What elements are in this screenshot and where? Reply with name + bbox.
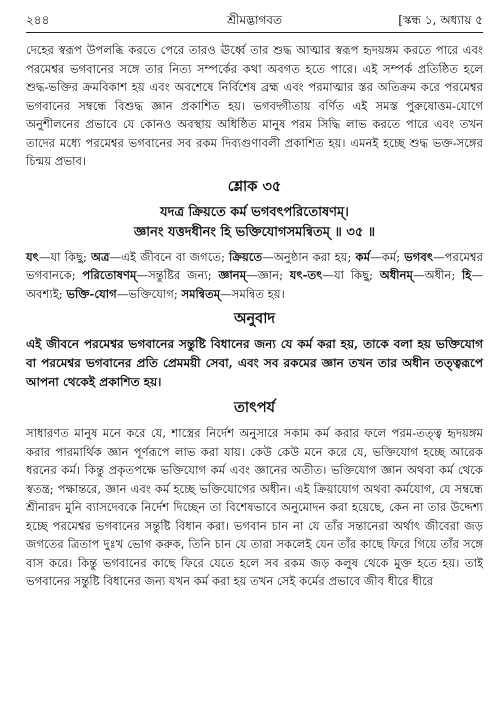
synonym-meaning: ভক্তিযোগ [128,286,174,301]
synonym-meaning: অনুষ্ঠান করা হয় [273,249,348,264]
synonym-word: অত্র [91,249,110,264]
running-header [26,10,483,28]
synonym-word: পরিতোষণম্ [82,268,137,282]
synonym-word: জ্ঞানম্ [218,268,247,282]
verse-line-1: যদত্র ক্রিয়তে কর্ম ভগবৎপরিতোষণম্‌। [160,204,349,220]
synonym-word: হি [461,268,472,282]
verse-heading: শ্লোক ৩৫ [227,177,282,195]
synonym-meaning: সন্তুষ্টির জন্য [148,268,208,282]
synonym-meaning: যা কিছু [333,268,370,282]
synonym-meaning: জ্ঞান [257,268,280,282]
synonym-word: সমন্বিতম্ [181,286,221,301]
purport-text: সাধারণত মানুষ মনে করে যে, শাস্ত্রের নির্দেশ অনুসারে সকাম কর্ম করার ফলে পরম-তত্ত্ব হৃদয়ঙ্গম করার পারমার্থিক জ্ঞান পূর্ণরূপে লাভ করা যায়। কেউ কেউ মনে করে যে, ভক্তিযোগ হচ্ছে আরেক ধরনের কর্ম। কিন্তু প্রকৃতপক্ষে ভক্তিযোগ কর্ম এবং জ্ঞানের অতীত। ভক্তিযোগ জ্ঞান অথবা কর্ম থেকে স্বতন্ত্র; পক্ষান্তরে, জ্ঞান এবং কর্ম হচ্ছে ভক্তিযোগের অধীন। এই ক্রিয়াযোগ অথবা কর্মযোগ, যে সম্বন্ধে শ্রীনারদ মুনি ব্যাসদেবকে নির্দেশ দিচ্ছেন তা বিশেষভাবে অনুমোদন করা হয়েছে, কেন না তার উদ্দেশ্য হচ্ছে পরমেশ্বর ভগবানের সন্তুষ্টি বিধান করা। ভগবান চান না যে তাঁর সন্তানেরা অর্থাৎ জীবেরা জড় জগতের ত্রিতাপ দুঃখ ভোগ করুক, তিনি চান যে তারা সকলেই যেন তাঁর কাছে ফিরে গিয়ে তাঁর সঙ্গে বাস করে। কিন্তু ভগবানের কাছে ফিরে যেতে হলে সব রকম জড় কলুষ থেকে মুক্ত হতে হয়। তাই ভগবানের সন্তুষ্টি বিধানের জন্য যখন কর্ম করা হয় তখন সেই কর্মের প্রভাবে জীব ধীরে ধীরে [26,426,483,588]
canto-chapter-label: [স্কন্ধ ১, অধ্যায় ৫ [398,13,483,27]
synonym-meaning: পরমেশ্বর ভগবানকে [26,249,483,282]
synonym-word: কর্ম [355,249,371,264]
synonym-word: যৎ-তৎ [289,268,323,282]
translation-heading: অনুবাদ [233,310,276,327]
synonym-word: ভক্তি-যোগ [66,286,117,301]
synonym-word: ভগবৎ [404,249,434,264]
synonym-meaning: এই জীবনে বা জগতে [121,249,222,264]
translation-text: এই জীবনে পরমেশ্বর ভগবানের সন্তুষ্টি বিধানের জন্য যে কর্ম করা হয়, তাকে বলা হয় ভক্তিযোগ বা পরমেশ্বর ভগবানের প্রতি প্রেমময়ী সেবা, এবং সব রকমের জ্ঞান তখন তার অধীন তত্ত্বরূপে আপনা থেকেই প্রকাশিত হয়। [26,337,483,389]
book-title: শ্রীমদ্ভাগবত [226,13,282,27]
synonym-word: ক্রিয়তে [229,249,263,264]
purport-heading: তাৎপর্য [233,399,276,416]
synonym-meaning: যা কিছু [50,249,84,264]
header-rule [26,32,483,33]
synonym-meaning: কর্ম [381,249,397,264]
intro-paragraph: দেহের স্বরূপ উপলব্ধি করতে পেরে তারও ঊর্ধ্বে তার শুদ্ধ আত্মার স্বরূপ হৃদয়ঙ্গম করতে পারে এবং পরমেশ্বর ভগবানের সঙ্গে তার নিত্য সম্পর্কের কথা অবগত হতে পারে। এই সম্পর্ক প্রতিষ্ঠিত হলে শুদ্ধ-ভক্তির ক্রমবিকাশ হয় এবং অবশেষে নির্বিশেষ ব্রহ্ম এবং পরমাত্মার স্তর অতিক্রম করে পরমেশ্বর ভগবানের সম্বন্ধে বিশুদ্ধ জ্ঞান প্রকাশিত হয়। ভগবদ্গীতায় বর্ণিত এই সমস্ত পুরুষোত্তম-যোগে অনুশীলনের প্রভাবে যে কোনও অবস্থায় অধিষ্ঠিত মানুষ পরম সিদ্ধি লাভ করতে পারে এবং তখন তাদের মধ্যে পরমেশ্বর ভগবানের সব রকম দিব্যগুণাবলী প্রকাশিত হয়। এমনই হচ্ছে শুদ্ধ ভক্ত-সঙ্গের চিন্ময় প্রভাব। [26,43,483,168]
synonym-meaning: অবশ্যই [26,286,59,301]
synonym-word: যৎ [26,249,39,264]
synonym-word: অধীনম্ [379,268,413,282]
word-for-word-synonyms: যৎ—যা কিছু; অত্র—এই জীবনে বা জগতে; ক্রিয়তে—অনুষ্ঠান করা হয়; কর্ম—কর্ম; ভগবৎ—পরমেশ্বর ভগবানকে; পরিতোষণম্—সন্তুষ্টির জন্য; জ্ঞানম্—জ্ঞান; যৎ-তৎ—যা কিছু; অধীনম্—অধীন; হি—অবশ্যই; ভক্তি-যোগ—ভক্তিযোগ; সমন্বিতম্—সমন্বিত হয়। [26,249,483,301]
synonym-meaning: অধীন [424,268,452,282]
synonym-meaning: সমন্বিত হয় [231,286,281,301]
page-number: ২৪৪ [26,13,50,27]
verse-line-2: জ্ঞানং যত্তদধীনং হি ভক্তিযোগসমন্বিতম্‌ ॥ ৩৫ ॥ [133,224,376,240]
